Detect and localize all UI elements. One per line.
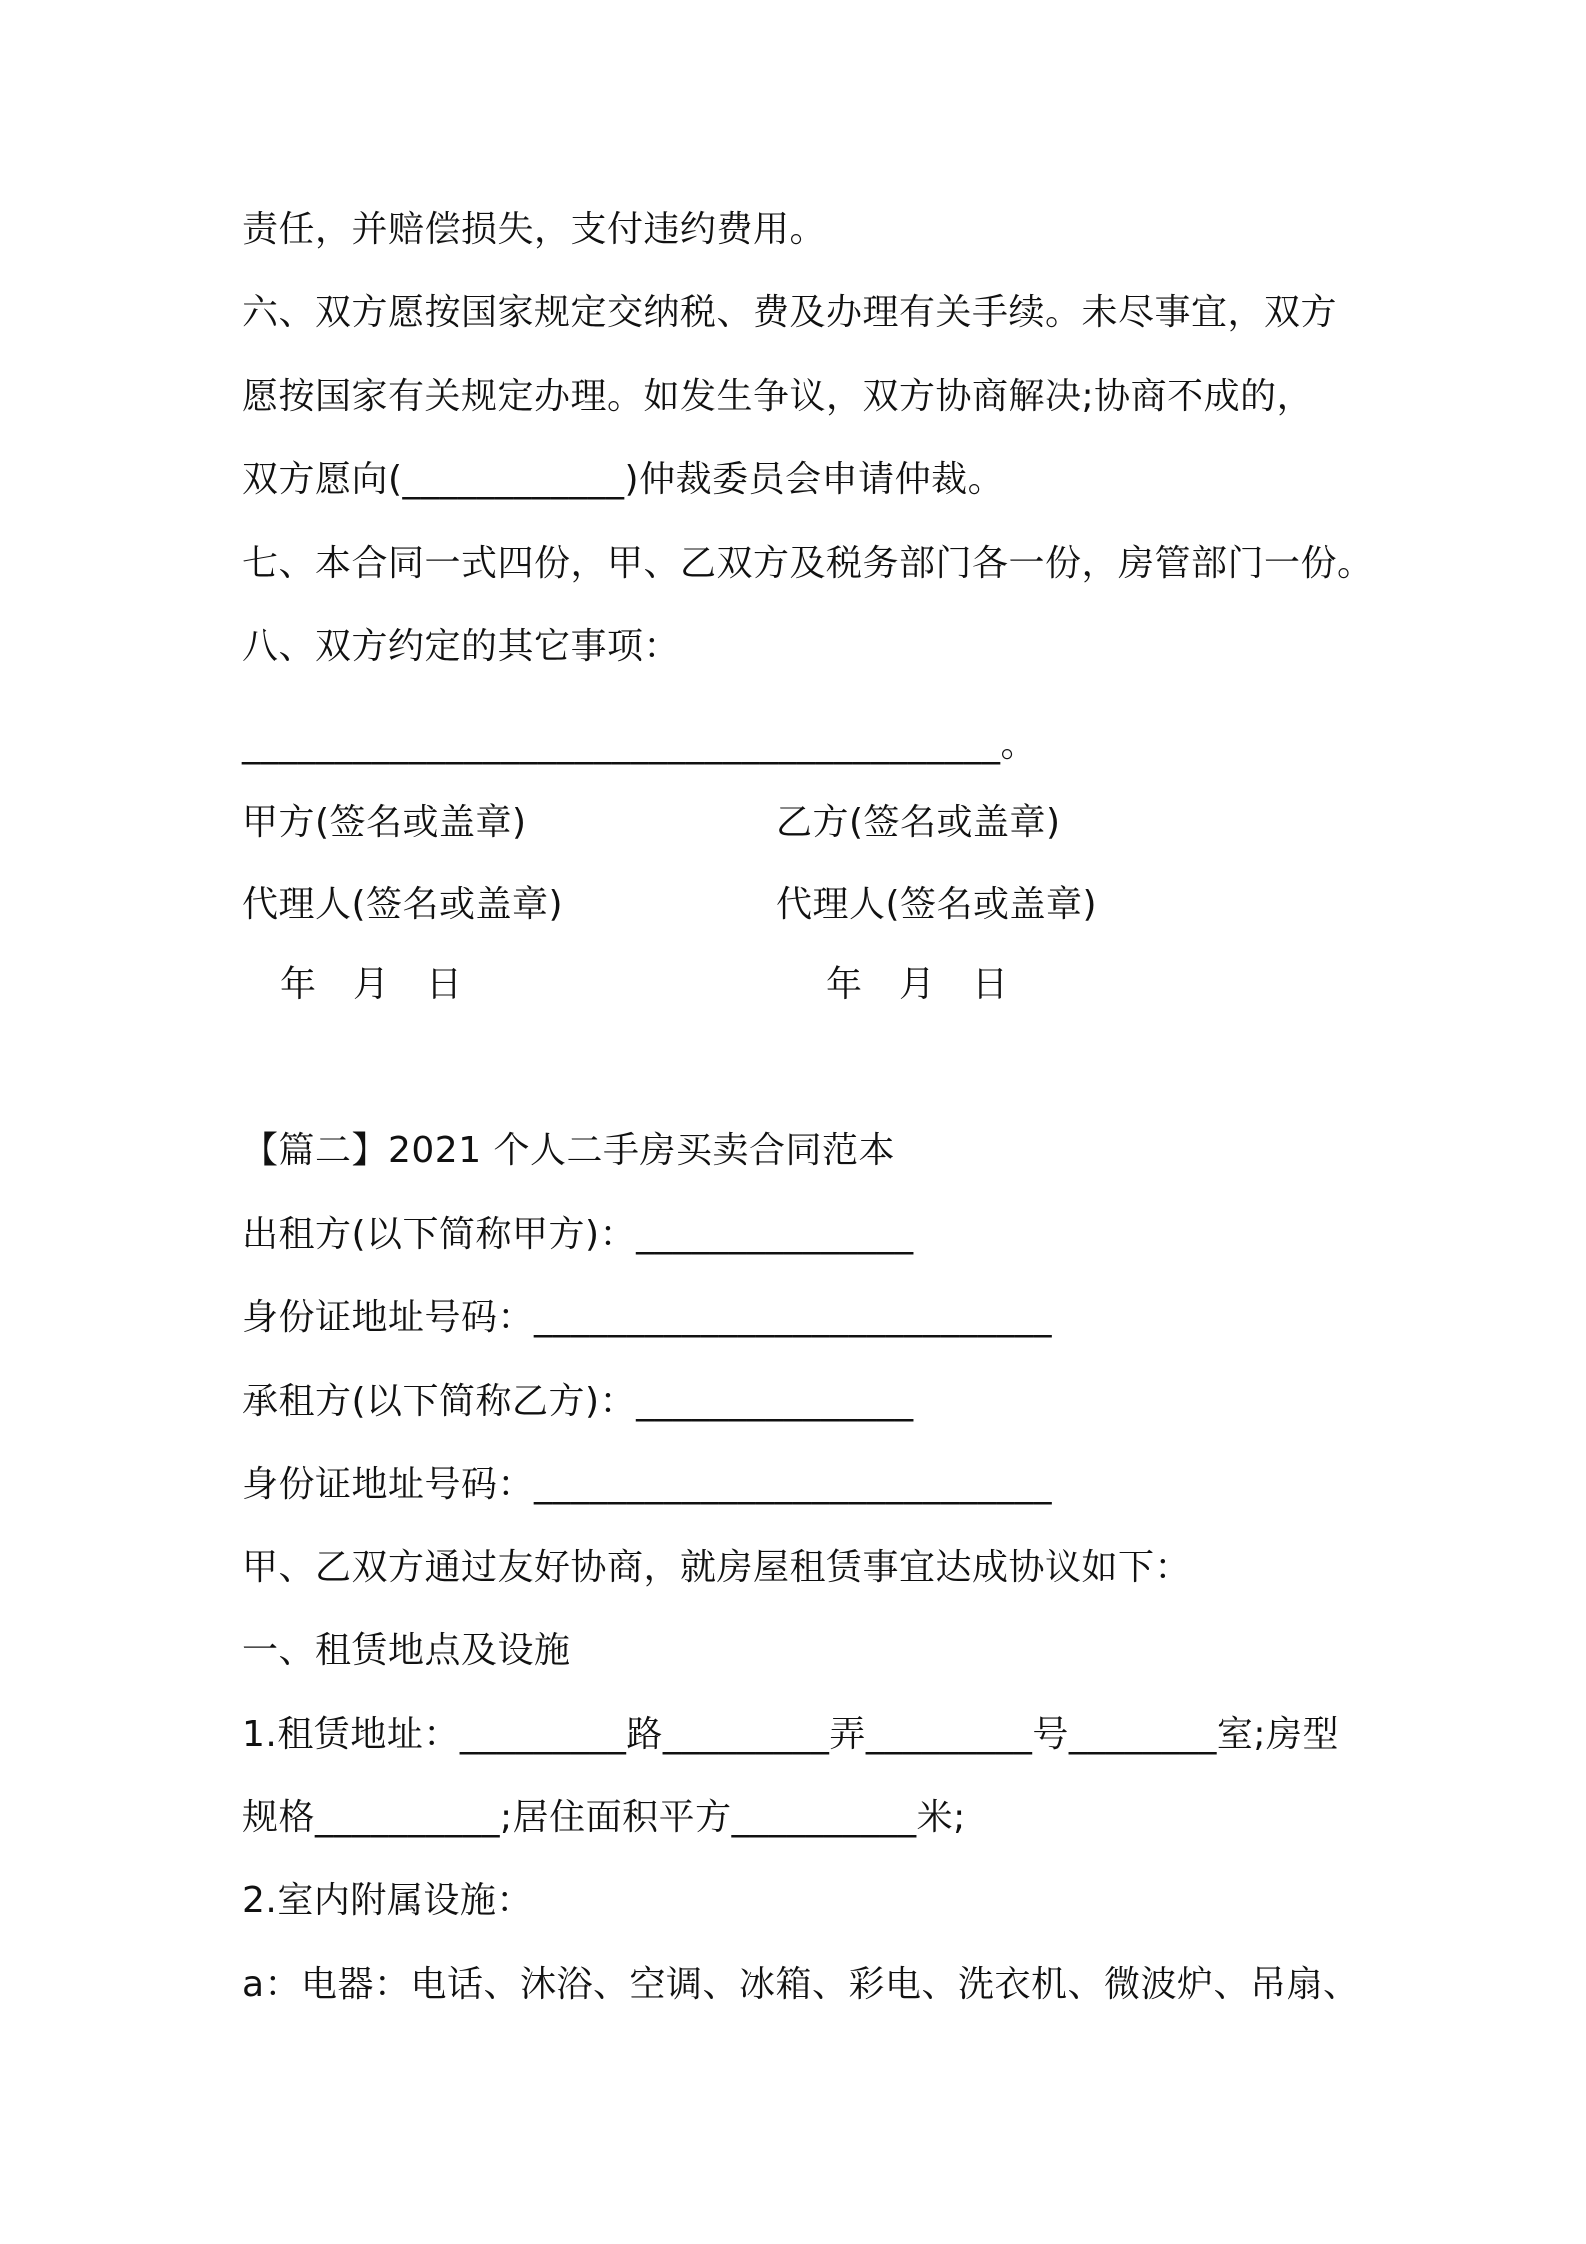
section-heading-location: 一、租赁地点及设施 [242,1630,571,1671]
agent-b-signature: 代理人(签名或盖章) [776,884,1098,925]
lessor-field: 出租方(以下简称甲方)：_______________ [242,1214,914,1255]
clause-text-line: 责任，并赔偿损失，支付违约费用。 [242,209,827,250]
party-a-signature: 甲方(签名或盖章) [242,802,527,843]
lessee-field: 承租方(以下简称乙方)：_______________ [242,1381,914,1422]
date-a: 年 月 日 [280,964,463,1005]
clause-six-line-2: 愿按国家有关规定办理。如发生争议，双方协商解决;协商不成的， [242,376,1314,417]
agreement-intro: 甲、乙双方通过友好协商，就房屋租赁事宜达成协议如下： [242,1547,1192,1588]
other-matters-blank: _________________________________________。 [242,724,1037,765]
party-b-signature: 乙方(签名或盖章) [776,802,1061,843]
lessee-id-field: 身份证地址号码：____________________________ [242,1464,1053,1505]
clause-seven: 七、本合同一式四份，甲、乙双方及税务部门各一份，房管部门一份。 [242,543,1374,584]
clause-eight: 八、双方约定的其它事项： [242,626,681,667]
lessor-id-field: 身份证地址号码：____________________________ [242,1297,1053,1338]
clause-six-line-3: 双方愿向(____________)仲裁委员会申请仲裁。 [242,459,1005,500]
room-spec-line: 规格__________;居住面积平方__________米; [242,1797,966,1838]
rental-address-line: 1.租赁地址：_________路_________弄_________号________室;房型 [242,1714,1339,1755]
date-b: 年 月 日 [826,964,1009,1005]
agent-a-signature: 代理人(签名或盖章) [242,884,564,925]
section-two-title: 【篇二】2021 个人二手房买卖合同范本 [242,1130,896,1171]
clause-six-line-1: 六、双方愿按国家规定交纳税、费及办理有关手续。未尽事宜，双方 [242,292,1338,333]
facilities-heading: 2.室内附属设施： [242,1880,533,1921]
appliances-line: a：电器：电话、沐浴、空调、冰箱、彩电、洗衣机、微波炉、吊扇、 [242,1964,1360,2005]
